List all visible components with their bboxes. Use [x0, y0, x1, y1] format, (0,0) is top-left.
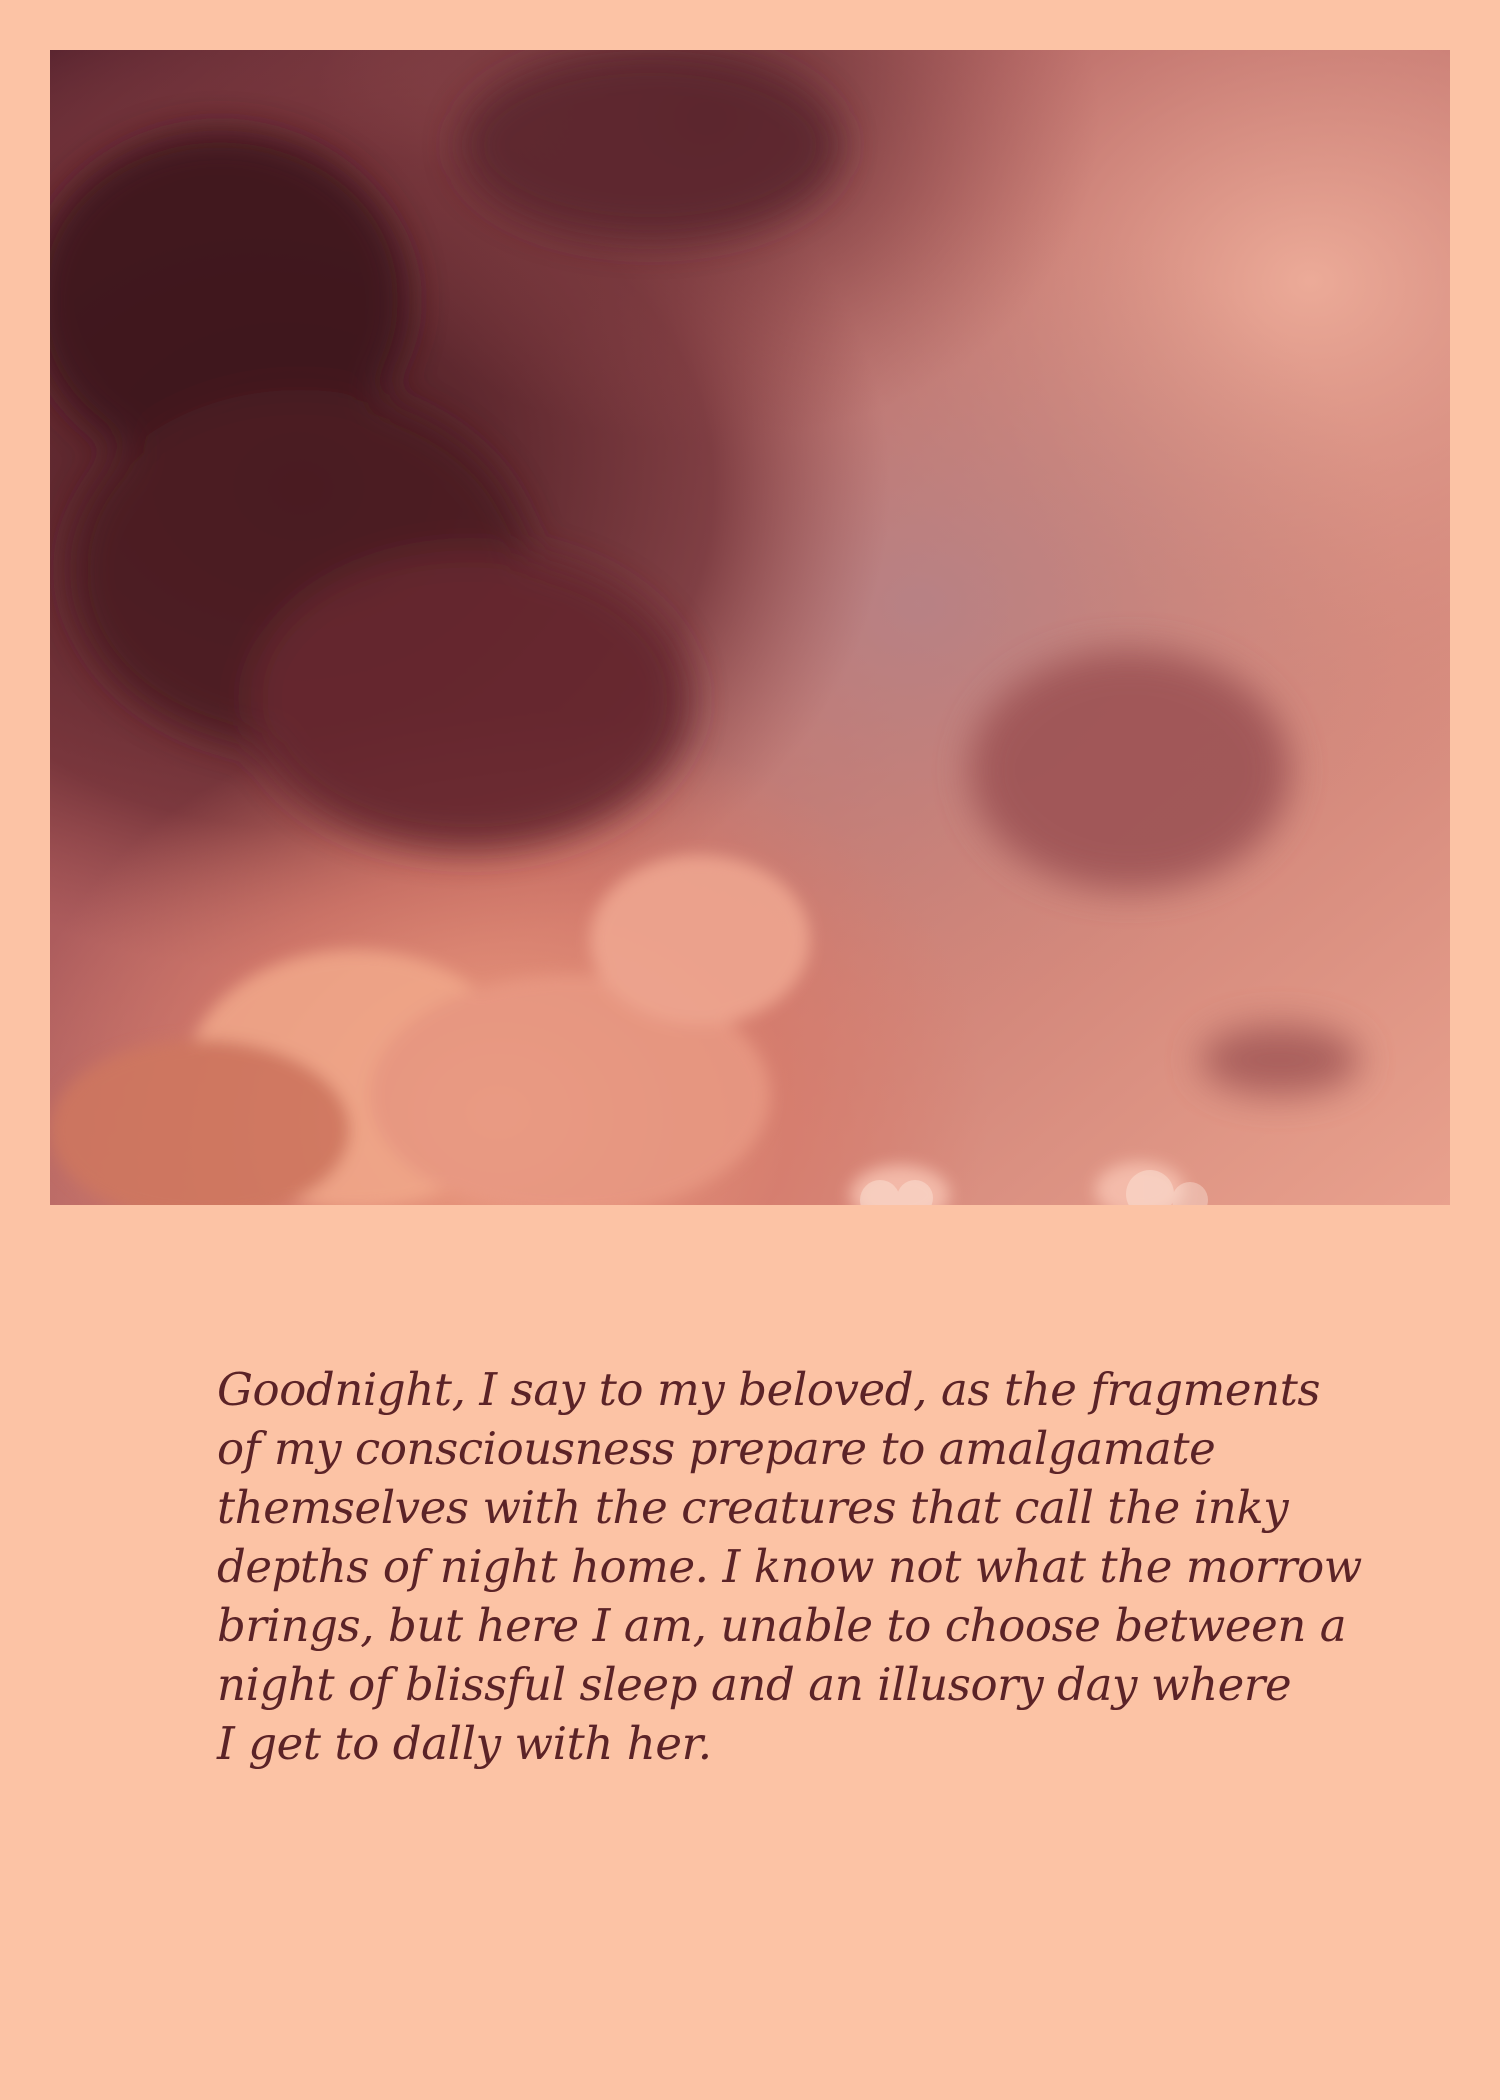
- sunset-clouds-image: [50, 50, 1450, 1205]
- poem-line-2: of my consciousness prepare to amalgamate: [217, 1422, 1216, 1475]
- poem-line-4: depths of night home. I know not what the morrow: [217, 1540, 1362, 1593]
- poem-line-1: Goodnight, I say to my beloved, as the fragments: [217, 1363, 1321, 1416]
- cloud-photo: [50, 50, 1450, 1205]
- poem-paragraph: [217, 1360, 1362, 1773]
- poem-line-3: themselves with the creatures that call the inky: [217, 1481, 1289, 1534]
- poem-line-5: brings, but here I am, unable to choose between a: [217, 1599, 1347, 1652]
- poem-line-6: night of blissful sleep and an illusory day where: [217, 1658, 1292, 1711]
- poem-line-7: I get to dally with her.: [217, 1717, 712, 1770]
